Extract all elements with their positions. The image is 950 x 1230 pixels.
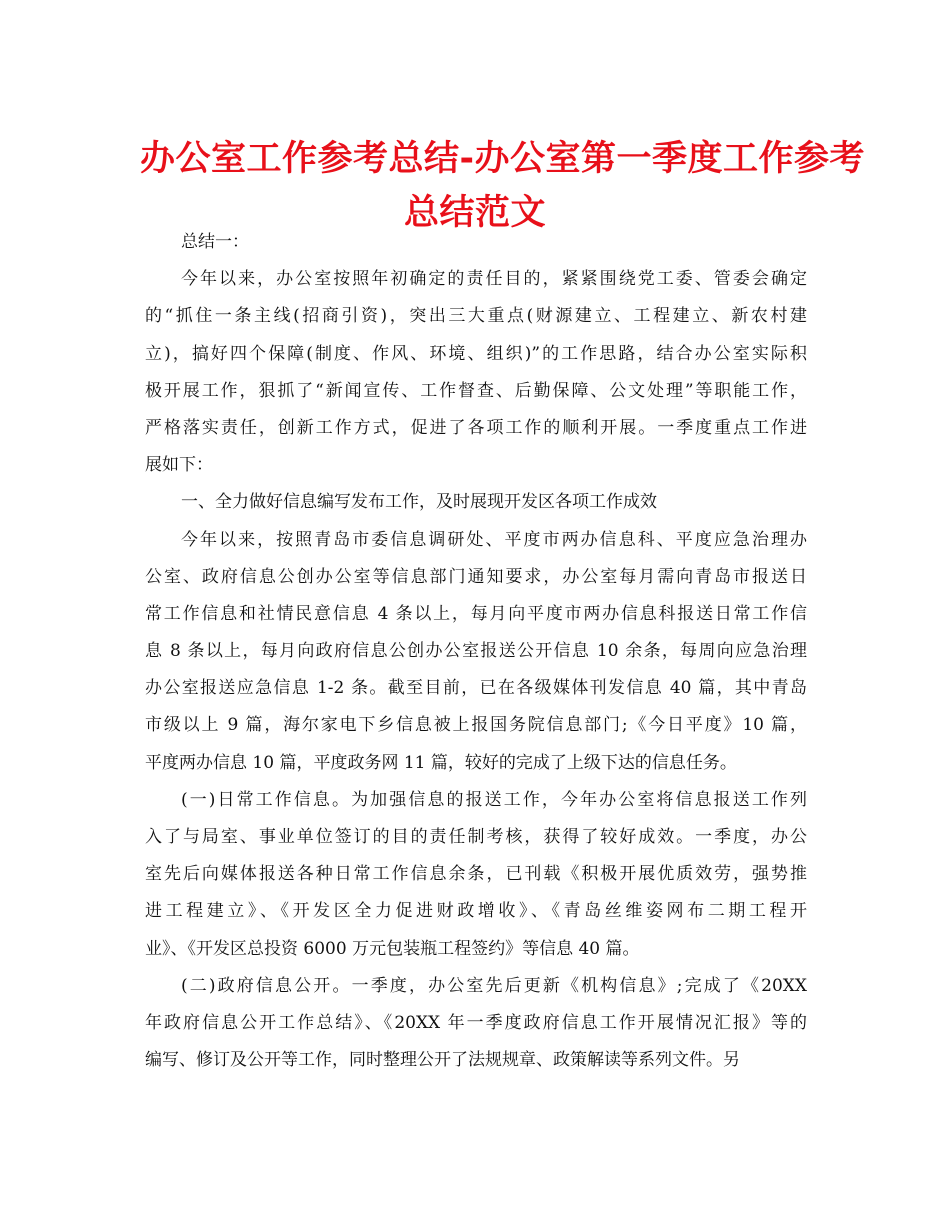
paragraph-line: 常工作信息和社情民意信息 4 条以上，每月向平度市两办信息科报送日常工作信 <box>145 603 807 624</box>
document-body <box>145 224 807 1079</box>
paragraph-line: 极开展工作，狠抓了“新闻宣传、工作督查、后勤保障、公文处理”等职能工作， <box>145 380 807 401</box>
title-line-1: 办公室工作参考总结-办公室第一季度工作参考 <box>140 139 866 179</box>
paragraph-line: 一、全力做好信息编写发布工作，及时展现开发区各项工作成效 <box>181 492 657 513</box>
title-line-2: 总结范文 <box>403 193 546 233</box>
paragraph-line: 室先后向媒体报送各种日常工作信息余条，已刊载《积极开展优质效劳，强势推 <box>145 864 807 885</box>
paragraph-line: 今年以来，按照青岛市委信息调研处、平度市两办信息科、平度应急治理办 <box>181 529 807 550</box>
paragraph-line: 今年以来，办公室按照年初确定的责任目的，紧紧围绕党工委、管委会确定 <box>181 269 807 290</box>
paragraph-line: 年政府信息公开工作总结》、《20XX 年一季度政府信息工作开展情况汇报》等的 <box>145 1012 807 1033</box>
paragraph <box>145 782 807 968</box>
paragraph <box>145 522 807 782</box>
paragraph-line: 平度两办信息 10 篇，平度政务网 11 篇，较好的完成了上级下达的信息任务。 <box>145 752 737 773</box>
paragraph-line: (一)日常工作信息。为加强信息的报送工作，今年办公室将信息报送工作列 <box>181 789 807 810</box>
paragraph-line: 公室、政府信息公创办公室等信息部门通知要求，办公室每月需向青岛市报送日 <box>145 566 807 587</box>
paragraph-line: 息 8 条以上，每月向政府信息公创办公室报送公开信息 10 余条，每周向应急治理 <box>145 641 807 662</box>
paragraph-line: 展如下： <box>145 455 213 476</box>
paragraph-line: 编写、修订及公开等工作，同时整理公开了法规规章、政策解读等系列文件。另 <box>145 1050 740 1071</box>
paragraph-line: 办公室报送应急信息 1-2 条。截至目前，已在各级媒体刊发信息 40 篇，其中青岛 <box>145 678 807 699</box>
paragraph-line: 总结一： <box>181 232 249 252</box>
paragraph-line: 立)，搞好四个保障(制度、作风、环境、组织)”的工作思路，结合办公室实际积 <box>145 343 807 364</box>
paragraph-line: 进工程建立》、《开发区全力促进财政增收》、《青岛丝维姿网布二期工程开 <box>145 901 807 922</box>
paragraph-line: 的“抓住一条主线(招商引资)，突出三大重点(财源建立、工程建立、新农村建 <box>145 306 807 327</box>
paragraph-line: 严格落实责任，创新工作方式，促进了各项工作的顺利开展。一季度重点工作进 <box>145 417 807 438</box>
paragraph <box>145 968 807 1080</box>
paragraph <box>145 484 807 521</box>
paragraph <box>145 224 807 261</box>
paragraph-line: 入了与局室、事业单位签订的目的责任制考核，获得了较好成效。一季度，办公 <box>145 827 807 847</box>
paragraph-line: (二)政府信息公开。一季度，办公室先后更新《机构信息》;完成了《20XX <box>181 975 807 996</box>
paragraph-line: 业》、《开发区总投资 6000 万元包装瓶工程签约》等信息 40 篇。 <box>145 938 640 959</box>
paragraph <box>145 261 807 484</box>
paragraph-line: 市级以上 9 篇，海尔家电下乡信息被上报国务院信息部门;《今日平度》10 篇， <box>145 715 807 736</box>
